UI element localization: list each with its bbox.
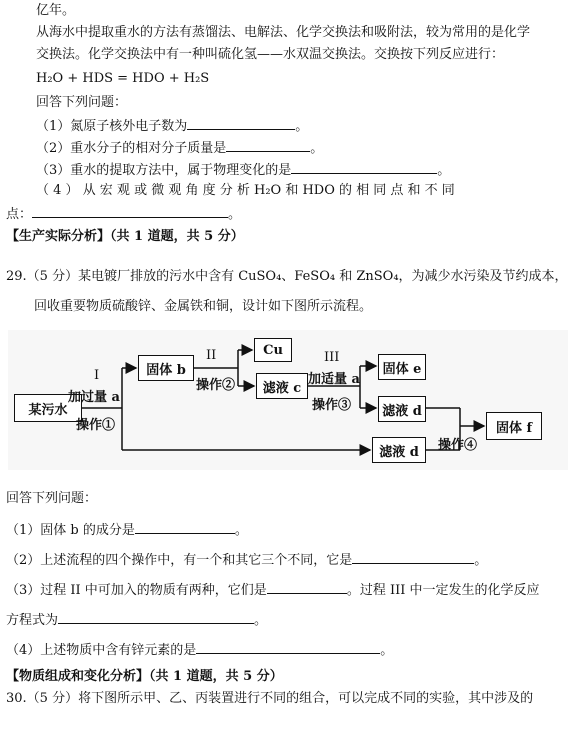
question-text: （1）固体 b 的成分是 (6, 523, 135, 538)
question-text: 点： (6, 207, 33, 222)
period: 。 (254, 613, 268, 628)
period: 。 (380, 643, 394, 658)
step-label: III (324, 350, 340, 365)
question-text: （4）上述物质中含有锌元素的是 (6, 643, 197, 658)
question-29-2 (6, 550, 487, 570)
node-wastewater: 某污水 (14, 394, 82, 422)
section-heading: 【生产实际分析】（共 1 道题，共 5 分） (6, 229, 244, 244)
period: 。 (228, 207, 242, 222)
question-text: （2）上述流程的四个操作中，有一个和其它三个不同，它是 (6, 553, 353, 568)
node-solid-e: 固体 e (378, 354, 426, 380)
question-text: （1）氮原子核外电子数为 (36, 119, 188, 134)
node-solid-f: 固体 f (486, 412, 542, 440)
text-line: 从海水中提取重水的方法有蒸馏法、电解法、化学交换法和吸附法，较为常用的是化学 (36, 25, 531, 40)
answer-blank[interactable] (58, 610, 254, 624)
period: 。 (437, 163, 451, 178)
answer-blank[interactable] (352, 550, 474, 564)
question-29-cont: 回收重要物质硫酸锌、金属铁和铜，设计如下图所示流程。 (34, 299, 373, 314)
question-29: 29.（5 分）某电镀厂排放的污水中含有 CuSO₄、FeSO₄ 和 ZnSO₄，为减少水污染及节约成本， (6, 269, 568, 284)
step-label: I (94, 368, 100, 383)
answer-prompt: 回答下列问题： (6, 491, 98, 506)
reagent-label: 加适量 a (308, 372, 360, 387)
operation-label: 操作② (196, 378, 236, 393)
section-heading: 【物质组成和变化分析】（共 1 道题，共 5 分） (6, 669, 283, 684)
operation-label: 操作① (76, 418, 116, 433)
question-text: （2）重水分子的相对分子质量是 (36, 141, 227, 156)
question-4: （ 4 ） 从 宏 观 或 微 观 角 度 分 析 H₂O 和 HDO 的 相 同 点 和 不 同 (36, 183, 455, 198)
node-filtrate-d: 滤液 d (372, 437, 426, 463)
question-30: 30.（5 分）将下图所示甲、乙、丙装置进行不同的组合，可以完成不同的实验，其中涉及的 (6, 691, 534, 706)
period: 。 (234, 523, 248, 538)
question-3 (36, 160, 450, 180)
period: 。 (295, 119, 309, 134)
question-2 (36, 138, 323, 158)
answer-blank[interactable] (267, 580, 347, 594)
question-29-1 (6, 520, 248, 540)
node-cu: Cu (254, 338, 292, 362)
question-29-3 (6, 580, 539, 600)
operation-label: 操作④ (438, 438, 478, 453)
answer-blank[interactable] (32, 204, 228, 218)
operation-label: 操作③ (312, 398, 352, 413)
answer-blank[interactable] (196, 640, 380, 654)
question-4-cont (6, 204, 241, 224)
node-filtrate-d: 滤液 d (378, 396, 426, 422)
answer-prompt: 回答下列问题： (36, 95, 128, 110)
period: 。 (310, 141, 324, 156)
answer-blank[interactable] (291, 160, 437, 174)
answer-blank[interactable] (135, 520, 235, 534)
step-label: II (206, 348, 217, 363)
text-line: 亿年。 (36, 3, 76, 18)
question-text: 方程式为 (6, 613, 59, 628)
question-1 (36, 116, 308, 136)
node-filtrate-c: 滤液 c (256, 373, 308, 399)
question-text: 。过程 III 中一定发生的化学反应 (346, 583, 540, 598)
answer-blank[interactable] (226, 138, 310, 152)
reagent-label: 加过量 a (68, 390, 120, 405)
answer-blank[interactable] (187, 116, 295, 130)
period: 。 (474, 553, 488, 568)
question-text: （3）过程 II 中可加入的物质有两种，它们是 (6, 583, 267, 598)
question-text: （3）重水的提取方法中，属于物理变化的是 (36, 163, 292, 178)
node-solid-b: 固体 b (138, 355, 194, 381)
question-29-3-cont (6, 610, 267, 630)
question-29-4 (6, 640, 393, 660)
text-line: 交换法。化学交换法中有一种叫硫化氢——水双温交换法。交换按下列反应进行： (36, 47, 505, 62)
equation: H₂O + HDS = HDO + H₂S (36, 71, 210, 86)
flow-diagram (8, 330, 568, 470)
